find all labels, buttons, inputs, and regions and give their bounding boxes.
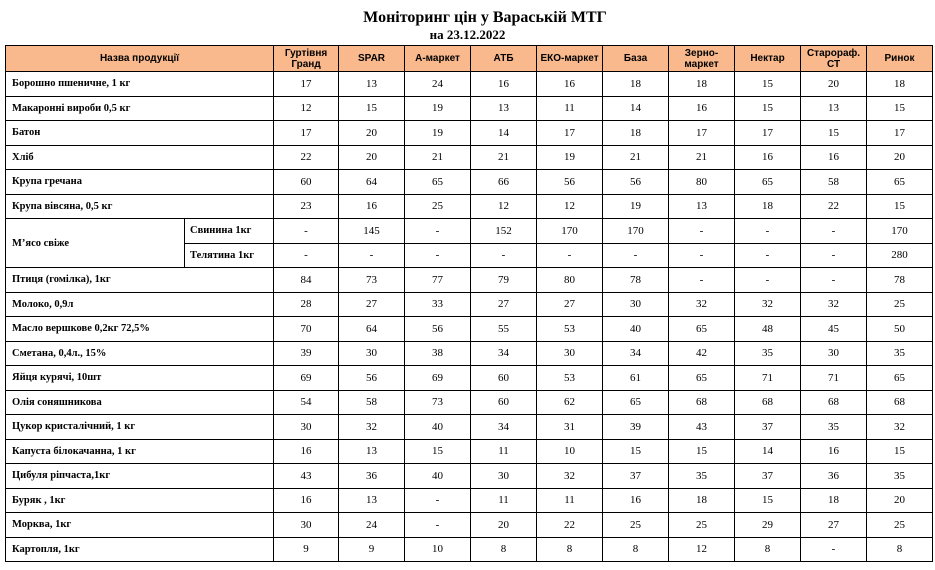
price-cell: 17 (867, 121, 933, 146)
price-cell: 21 (471, 145, 537, 170)
price-cell: 11 (471, 488, 537, 513)
price-cell: 24 (339, 513, 405, 538)
price-cell: 25 (867, 292, 933, 317)
product-name: Борошно пшеничне, 1 кг (6, 72, 274, 97)
product-name: Яйця курячі, 10шт (6, 366, 274, 391)
price-cell: 30 (537, 341, 603, 366)
price-cell: 43 (274, 464, 339, 489)
price-cell: 34 (471, 341, 537, 366)
price-cell: 32 (867, 415, 933, 440)
price-cell: 19 (405, 96, 471, 121)
price-cell: 20 (339, 121, 405, 146)
price-cell: 12 (537, 194, 603, 219)
price-cell: 37 (603, 464, 669, 489)
price-table (5, 45, 933, 562)
price-cell: 15 (867, 96, 933, 121)
price-cell: - (405, 219, 471, 244)
price-cell: 20 (471, 513, 537, 538)
price-cell: 15 (735, 488, 801, 513)
table-row (6, 488, 933, 513)
price-cell: 16 (801, 439, 867, 464)
price-cell: 79 (471, 268, 537, 293)
price-cell: 68 (735, 390, 801, 415)
price-cell: 61 (603, 366, 669, 391)
price-cell: 20 (867, 145, 933, 170)
price-cell: 35 (669, 464, 735, 489)
price-cell: 65 (669, 366, 735, 391)
price-cell: 14 (603, 96, 669, 121)
price-cell: - (537, 243, 603, 268)
table-row (6, 96, 933, 121)
price-cell: 30 (801, 341, 867, 366)
price-cell: 69 (405, 366, 471, 391)
product-name: Птиця (гомілка), 1кг (6, 268, 274, 293)
price-cell: 65 (603, 390, 669, 415)
price-cell: 68 (669, 390, 735, 415)
price-cell: 25 (405, 194, 471, 219)
price-cell: 32 (735, 292, 801, 317)
col-header-baza: База (603, 46, 669, 72)
price-cell: 24 (405, 72, 471, 97)
price-cell: 32 (669, 292, 735, 317)
price-cell: 73 (405, 390, 471, 415)
price-cell: 8 (537, 537, 603, 562)
price-cell: - (274, 243, 339, 268)
price-cell: 16 (537, 72, 603, 97)
price-cell: 56 (405, 317, 471, 342)
price-cell: 37 (735, 464, 801, 489)
product-name: Крупа вівсяна, 0,5 кг (6, 194, 274, 219)
price-cell: 33 (405, 292, 471, 317)
price-cell: 34 (603, 341, 669, 366)
price-cell: 13 (339, 488, 405, 513)
price-cell: 17 (735, 121, 801, 146)
product-name: Батон (6, 121, 274, 146)
price-cell: 10 (405, 537, 471, 562)
price-cell: 11 (537, 96, 603, 121)
price-cell: 32 (537, 464, 603, 489)
price-cell: - (669, 219, 735, 244)
price-cell: - (339, 243, 405, 268)
price-cell: 20 (801, 72, 867, 97)
price-cell: 30 (274, 415, 339, 440)
price-cell: 64 (339, 317, 405, 342)
price-cell: 65 (735, 170, 801, 195)
price-cell: 10 (537, 439, 603, 464)
product-name: Капуста білокачанна, 1 кг (6, 439, 274, 464)
price-cell: 16 (603, 488, 669, 513)
col-header-staroraf: Старораф. СТ (801, 46, 867, 72)
price-cell: 40 (405, 415, 471, 440)
price-cell: 35 (867, 464, 933, 489)
price-cell: 18 (603, 121, 669, 146)
price-cell: 17 (274, 72, 339, 97)
price-cell: 84 (274, 268, 339, 293)
price-cell: 32 (339, 415, 405, 440)
price-cell: 37 (735, 415, 801, 440)
price-cell: 15 (735, 96, 801, 121)
table-row (6, 145, 933, 170)
price-cell: 60 (471, 390, 537, 415)
price-cell: 14 (735, 439, 801, 464)
col-header-a-market: А-маркет (405, 46, 471, 72)
col-header-product: Назва продукції (6, 46, 274, 72)
price-cell: 35 (735, 341, 801, 366)
price-cell: 27 (339, 292, 405, 317)
product-name: Цукор кристалічний, 1 кг (6, 415, 274, 440)
product-name: Масло вершкове 0,2кг 72,5% (6, 317, 274, 342)
price-cell: 13 (339, 72, 405, 97)
product-name: М’ясо свіже (6, 219, 185, 268)
price-cell: 170 (537, 219, 603, 244)
col-header-eko-market: ЕКО-маркет (537, 46, 603, 72)
price-cell: 22 (801, 194, 867, 219)
price-cell: - (274, 219, 339, 244)
product-name: Крупа гречана (6, 170, 274, 195)
price-cell: - (801, 243, 867, 268)
price-cell: 80 (669, 170, 735, 195)
price-cell: 8 (867, 537, 933, 562)
price-cell: 18 (669, 488, 735, 513)
price-cell: - (801, 268, 867, 293)
price-cell: - (603, 243, 669, 268)
price-cell: 28 (274, 292, 339, 317)
page-title: Моніторинг цін у Вараській МТГ (363, 9, 607, 26)
table-row (6, 317, 933, 342)
price-cell: 54 (274, 390, 339, 415)
price-cell: 13 (669, 194, 735, 219)
price-cell: 21 (669, 145, 735, 170)
product-name: Хліб (6, 145, 274, 170)
col-header-gurtivnia: Гуртівня Гранд (274, 46, 339, 72)
price-cell: 15 (603, 439, 669, 464)
price-cell: 55 (471, 317, 537, 342)
price-cell: 58 (801, 170, 867, 195)
price-cell: - (735, 219, 801, 244)
price-cell: - (801, 537, 867, 562)
price-cell: 30 (471, 464, 537, 489)
price-cell: 68 (867, 390, 933, 415)
price-cell: 16 (801, 145, 867, 170)
price-cell: 15 (867, 194, 933, 219)
table-row (6, 121, 933, 146)
price-cell: 80 (537, 268, 603, 293)
price-cell: 20 (339, 145, 405, 170)
price-cell: 39 (603, 415, 669, 440)
price-cell: 8 (471, 537, 537, 562)
price-cell: 15 (669, 439, 735, 464)
table-row (6, 292, 933, 317)
price-cell: - (669, 268, 735, 293)
price-cell: 21 (603, 145, 669, 170)
price-cell: 8 (603, 537, 669, 562)
table-row (6, 194, 933, 219)
price-cell: 66 (471, 170, 537, 195)
product-name: Макаронні вироби 0,5 кг (6, 96, 274, 121)
price-cell: 31 (537, 415, 603, 440)
price-cell: 15 (405, 439, 471, 464)
price-cell: 12 (669, 537, 735, 562)
table-row (6, 366, 933, 391)
price-cell: 20 (867, 488, 933, 513)
price-cell: 22 (274, 145, 339, 170)
col-header-rynok: Ринок (867, 46, 933, 72)
price-cell: 65 (867, 170, 933, 195)
price-cell: 27 (801, 513, 867, 538)
col-header-nektar: Нектар (735, 46, 801, 72)
price-cell: 15 (801, 121, 867, 146)
price-cell: - (669, 243, 735, 268)
price-cell: 152 (471, 219, 537, 244)
price-cell: 22 (537, 513, 603, 538)
product-name: Картопля, 1кг (6, 537, 274, 562)
price-cell: 58 (339, 390, 405, 415)
price-cell: 19 (603, 194, 669, 219)
price-cell: 30 (603, 292, 669, 317)
price-cell: 15 (867, 439, 933, 464)
price-cell: 8 (735, 537, 801, 562)
price-cell: 27 (537, 292, 603, 317)
price-cell: 13 (801, 96, 867, 121)
price-cell: 16 (471, 72, 537, 97)
price-cell: 70 (274, 317, 339, 342)
header-row (6, 46, 933, 72)
price-cell: 40 (405, 464, 471, 489)
price-cell: 19 (537, 145, 603, 170)
price-cell: 25 (669, 513, 735, 538)
price-cell: 170 (603, 219, 669, 244)
price-cell: 9 (339, 537, 405, 562)
price-cell: 34 (471, 415, 537, 440)
price-cell: 56 (603, 170, 669, 195)
price-cell: 15 (735, 72, 801, 97)
price-cell: 29 (735, 513, 801, 538)
price-cell: 65 (867, 366, 933, 391)
price-cell: 64 (339, 170, 405, 195)
price-cell: 17 (537, 121, 603, 146)
price-cell: 45 (801, 317, 867, 342)
price-cell: 14 (471, 121, 537, 146)
product-name: Молоко, 0,9л (6, 292, 274, 317)
product-name: Буряк , 1кг (6, 488, 274, 513)
price-cell: 13 (339, 439, 405, 464)
product-subname: Телятина 1кг (185, 243, 274, 268)
price-cell: 280 (867, 243, 933, 268)
price-cell: 38 (405, 341, 471, 366)
price-cell: - (735, 243, 801, 268)
price-cell: 69 (274, 366, 339, 391)
price-cell: 25 (867, 513, 933, 538)
price-cell: 18 (669, 72, 735, 97)
price-cell: 12 (274, 96, 339, 121)
price-cell: 36 (801, 464, 867, 489)
table-row (6, 464, 933, 489)
col-header-spar: SPAR (339, 46, 405, 72)
table-row (6, 513, 933, 538)
price-cell: - (801, 219, 867, 244)
price-cell: 13 (471, 96, 537, 121)
price-cell: 18 (801, 488, 867, 513)
price-cell: 18 (735, 194, 801, 219)
price-cell: 170 (867, 219, 933, 244)
table-row (6, 537, 933, 562)
price-cell: 71 (735, 366, 801, 391)
price-cell: 78 (603, 268, 669, 293)
price-cell: 17 (669, 121, 735, 146)
col-header-zerno-market: Зерно-маркет (669, 46, 735, 72)
price-cell: 25 (603, 513, 669, 538)
price-cell: 65 (669, 317, 735, 342)
table-row (6, 439, 933, 464)
price-cell: 73 (339, 268, 405, 293)
price-cell: 78 (867, 268, 933, 293)
price-cell: - (471, 243, 537, 268)
price-cell: 48 (735, 317, 801, 342)
price-cell: 53 (537, 366, 603, 391)
page-date: на 23.12.2022 (429, 27, 506, 42)
price-cell: 17 (274, 121, 339, 146)
price-cell: 56 (339, 366, 405, 391)
table-row (6, 219, 933, 244)
price-cell: 77 (405, 268, 471, 293)
price-cell: 65 (405, 170, 471, 195)
price-cell: 53 (537, 317, 603, 342)
table-row (6, 170, 933, 195)
price-cell: 27 (471, 292, 537, 317)
price-cell: 42 (669, 341, 735, 366)
price-cell: 30 (339, 341, 405, 366)
price-cell: 32 (801, 292, 867, 317)
price-cell: 35 (801, 415, 867, 440)
price-cell: 30 (274, 513, 339, 538)
table-row (6, 341, 933, 366)
price-cell: 68 (801, 390, 867, 415)
price-cell: - (405, 513, 471, 538)
price-cell: 16 (669, 96, 735, 121)
price-cell: 36 (339, 464, 405, 489)
price-cell: 18 (867, 72, 933, 97)
price-cell: 60 (471, 366, 537, 391)
table-row (6, 415, 933, 440)
product-name: Морква, 1кг (6, 513, 274, 538)
price-cell: 21 (405, 145, 471, 170)
table-row (6, 268, 933, 293)
price-cell: 39 (274, 341, 339, 366)
price-cell: 56 (537, 170, 603, 195)
price-cell: 16 (339, 194, 405, 219)
price-cell: 12 (471, 194, 537, 219)
price-cell: 11 (471, 439, 537, 464)
price-cell: 23 (274, 194, 339, 219)
product-name: Цибуля ріпчаста,1кг (6, 464, 274, 489)
price-cell: 60 (274, 170, 339, 195)
price-cell: 16 (735, 145, 801, 170)
price-cell: 15 (339, 96, 405, 121)
price-cell: - (735, 268, 801, 293)
price-cell: 9 (274, 537, 339, 562)
price-cell: 145 (339, 219, 405, 244)
col-header-atb: АТБ (471, 46, 537, 72)
price-cell: 16 (274, 439, 339, 464)
price-cell: - (405, 243, 471, 268)
price-cell: 43 (669, 415, 735, 440)
product-subname: Свинина 1кг (185, 219, 274, 244)
price-cell: 40 (603, 317, 669, 342)
table-row (6, 72, 933, 97)
price-cell: - (405, 488, 471, 513)
price-cell: 19 (405, 121, 471, 146)
product-name: Сметана, 0,4л., 15% (6, 341, 274, 366)
price-cell: 50 (867, 317, 933, 342)
price-cell: 35 (867, 341, 933, 366)
price-cell: 71 (801, 366, 867, 391)
price-cell: 16 (274, 488, 339, 513)
price-cell: 62 (537, 390, 603, 415)
product-name: Олія соняшникова (6, 390, 274, 415)
table-row (6, 390, 933, 415)
price-cell: 18 (603, 72, 669, 97)
price-cell: 11 (537, 488, 603, 513)
